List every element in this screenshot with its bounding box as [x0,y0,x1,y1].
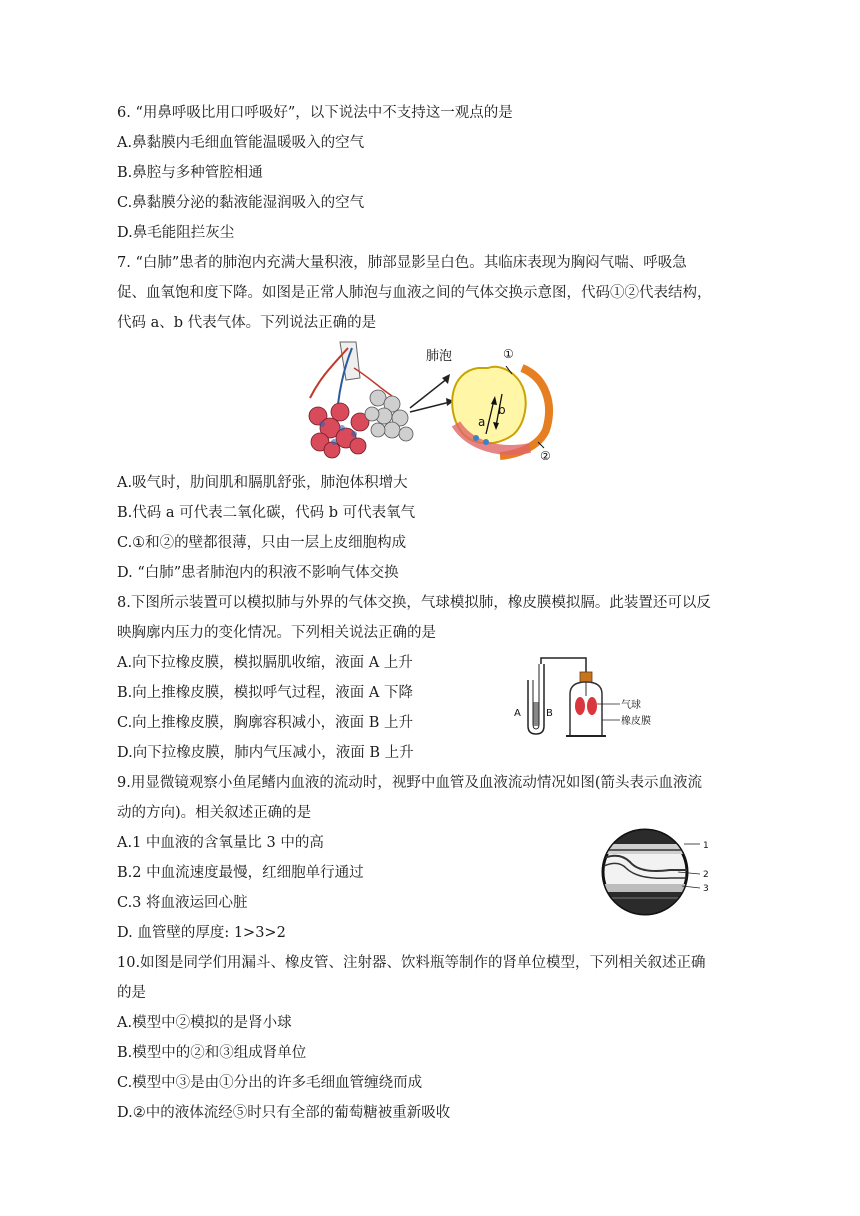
q10-option-b: B.模型中的②和③组成肾单位 [117,1045,307,1061]
q8-option-b: B.向上推橡皮膜，模拟呼气过程，液面 A 下降 [117,685,413,701]
vessel-1-label: 1 [703,841,709,851]
q9-option-d: D. 血管壁的厚度: 1>3>2 [117,925,286,941]
q7-stem-line-1: 7. “白肺”患者的肺泡内充满大量积液，肺部显影呈白色。其临床表现为胸闷气喘、呼吸急 [117,255,687,271]
q7-stem-line-3: 代码 a、b 代表气体。下列说法正确的是 [117,315,377,331]
q7-option-d: D. “白肺”患者肺泡内的积液不影响气体交换 [117,565,399,581]
q7-option-b: B.代码 a 可代表二氧化碳，代码 b 可代表氧气 [117,505,416,521]
membrane-label: 橡皮膜 [621,716,651,727]
q10-stem-line-1: 10.如图是同学们用漏斗、橡皮管、注射器、饮料瓶等制作的肾单位模型，下列相关叙述正确 [117,955,706,971]
q8-option-a: A.向下拉橡皮膜，模拟膈肌收缩，液面 A 上升 [117,655,413,671]
structure-2-label: ② [540,449,551,462]
q7-option-c: C.①和②的壁都很薄，只由一层上皮细胞构成 [117,535,407,551]
vessel-3-label: 3 [703,884,709,894]
q9-option-a: A.1 中血液的含氧量比 3 中的高 [117,835,324,851]
structure-1-label: ① [503,347,514,361]
q6-option-b: B.鼻腔与多种管腔相通 [117,165,263,181]
liquid-b-label: B [546,708,553,719]
q6-stem: 6. “用鼻呼吸比用口呼吸好”，以下说法中不支持这一观点的是 [117,105,513,121]
q10-option-a: A.模型中②模拟的是肾小球 [117,1015,292,1031]
gas-a-label: a [478,415,486,429]
q10-stem-line-2: 的是 [117,985,146,1001]
bell-jar-lung-model-figure [508,652,668,738]
q9-stem-line-2: 动的方向)。相关叙述正确的是 [117,805,312,821]
q8-option-c: C.向上推橡皮膜，胸廓容积减小，液面 B 上升 [117,715,414,731]
liquid-a-label: A [514,708,521,719]
vessel-2-label: 2 [703,870,709,880]
q10-option-d: D.②中的液体流经⑤时只有全部的葡萄糖被重新吸收 [117,1105,451,1121]
balloon-label: 气球 [621,700,641,711]
q6-option-a: A.鼻黏膜内毛细血管能温暖吸入的空气 [117,135,365,151]
q6-option-c: C.鼻黏膜分泌的黏液能湿润吸入的空气 [117,195,365,211]
alveolus-gas-exchange-figure [300,338,565,462]
q8-stem-line-1: 8.下图所示装置可以模拟肺与外界的气体交换，气球模拟肺，橡皮膜模拟膈。此装置还可以反 [117,595,711,611]
alveolus-label: 肺泡 [426,349,453,364]
q6-option-d: D.鼻毛能阻拦灰尘 [117,225,235,241]
q9-option-c: C.3 将血液运回心脏 [117,895,248,911]
q9-option-b: B.2 中血流速度最慢，红细胞单行通过 [117,865,364,881]
q8-option-d: D.向下拉橡皮膜，肺内气压减小，液面 B 上升 [117,745,414,761]
q8-stem-line-2: 映胸廓内压力的变化情况。下列相关说法正确的是 [117,625,436,641]
gas-b-label: b [498,403,506,417]
microscope-field-figure [600,826,718,918]
q7-stem-line-2: 促、血氧饱和度下降。如图是正常人肺泡与血液之间的气体交换示意图，代码①②代表结构， [117,285,712,301]
q10-option-c: C.模型中③是由①分出的许多毛细血管缠绕而成 [117,1075,423,1091]
q7-option-a: A.吸气时，肋间肌和膈肌舒张，肺泡体积增大 [117,475,408,491]
q9-stem-line-1: 9.用显微镜观察小鱼尾鳍内血液的流动时，视野中血管及血液流动情况如图(箭头表示血液流 [117,775,702,791]
